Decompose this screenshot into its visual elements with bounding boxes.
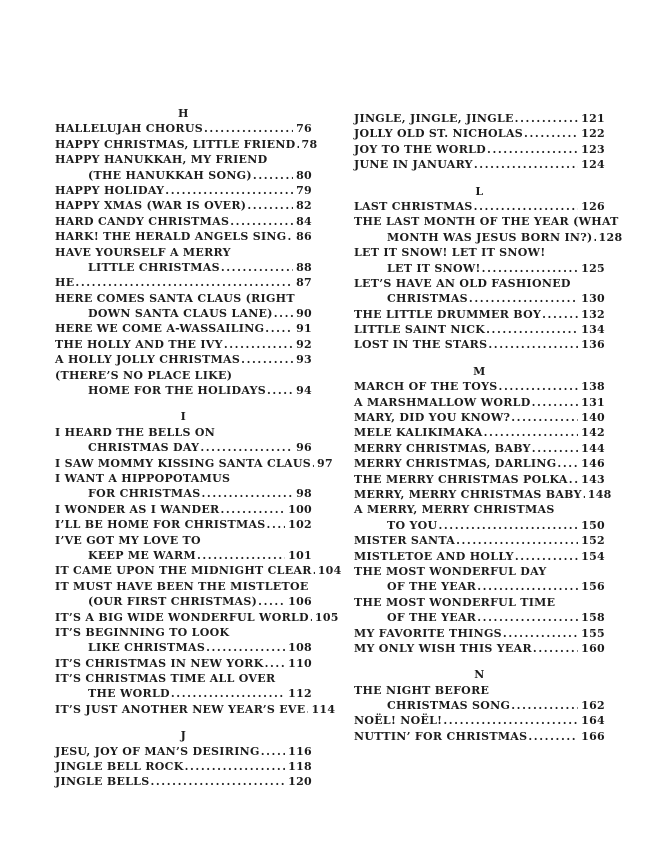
page-number: 126 xyxy=(581,199,605,213)
dot-leader xyxy=(503,626,578,641)
dot-leader xyxy=(310,610,312,625)
dot-leader xyxy=(515,111,578,126)
dot-leader xyxy=(594,230,596,245)
page-number: 166 xyxy=(581,729,605,743)
index-entry-row xyxy=(55,579,312,594)
dot-leader xyxy=(484,425,579,440)
index-entry-row xyxy=(354,441,605,456)
song-title: NUTTIN’ FOR CHRISTMAS xyxy=(354,729,528,743)
index-entry-row xyxy=(354,126,605,141)
song-title: JINGLE BELLS xyxy=(55,775,150,789)
index-entry-row xyxy=(55,471,312,486)
dot-leader xyxy=(150,774,285,789)
index-entry-row xyxy=(55,214,312,229)
song-title: MY ONLY WISH THIS YEAR xyxy=(354,641,532,655)
index-entry-row xyxy=(55,321,312,336)
dot-leader xyxy=(456,533,578,548)
song-title: THE HOLLY AND THE IVY xyxy=(55,337,223,351)
page-number: 144 xyxy=(581,441,605,455)
song-title: KEEP ME WARM xyxy=(88,548,196,562)
dot-leader xyxy=(171,686,285,701)
index-entry-row xyxy=(354,518,605,533)
song-title: THE MOST WONDERFUL DAY xyxy=(354,564,547,578)
dot-leader xyxy=(583,487,585,502)
index-entry-row xyxy=(354,142,605,157)
section-heading: M xyxy=(473,364,486,378)
dot-leader xyxy=(528,729,578,744)
song-title: FOR CHRISTMAS xyxy=(88,487,201,501)
song-title: (THE HANUKKAH SONG) xyxy=(88,168,252,182)
page-number: 160 xyxy=(581,641,605,655)
dot-leader xyxy=(230,214,293,229)
index-entry-row xyxy=(354,307,605,322)
index-entry-row xyxy=(354,199,605,214)
index-entry-row xyxy=(55,759,312,774)
song-title: I WONDER AS I WANDER xyxy=(55,502,220,516)
index-entry-row xyxy=(55,517,312,532)
dot-leader xyxy=(482,261,578,276)
song-title: NOËL! NOËL! xyxy=(354,714,443,728)
index-entry-row xyxy=(354,698,605,713)
page-number: 131 xyxy=(581,395,605,409)
index-entry-row xyxy=(55,594,312,609)
page-number: 164 xyxy=(581,714,605,728)
song-title: MARCH OF THE TOYS xyxy=(354,380,498,394)
page-number: 136 xyxy=(581,338,605,352)
song-title: I HEARD THE BELLS ON xyxy=(55,425,216,439)
dot-leader xyxy=(241,352,293,367)
song-title: MONTH WAS JESUS BORN IN?) xyxy=(387,230,593,244)
dot-leader xyxy=(557,456,578,471)
song-title: IT’S JUST ANOTHER NEW YEAR’S EVE xyxy=(55,702,306,716)
dot-leader xyxy=(477,610,578,625)
index-entry-row xyxy=(55,229,312,244)
index-entry-row xyxy=(55,548,312,563)
song-title: HOME FOR THE HOLIDAYS xyxy=(88,384,266,398)
index-entry-row xyxy=(55,656,312,671)
index-entry-row xyxy=(55,440,312,455)
dot-leader xyxy=(532,441,578,456)
song-title: CHRISTMAS SONG xyxy=(387,699,511,713)
index-content xyxy=(55,106,623,790)
song-title: LOST IN THE STARS xyxy=(354,338,488,352)
index-entry-row xyxy=(354,729,605,744)
dot-leader xyxy=(261,744,285,759)
page-number: 91 xyxy=(296,322,312,336)
dot-leader xyxy=(469,291,578,306)
song-title: LITTLE CHRISTMAS xyxy=(88,260,220,274)
index-entry-row xyxy=(55,260,312,275)
index-entry-row xyxy=(354,595,605,610)
page-number: 155 xyxy=(581,626,605,640)
index-entry-row xyxy=(354,456,605,471)
dot-leader xyxy=(533,641,578,656)
page-number: 78 xyxy=(301,137,318,151)
index-entry-row xyxy=(55,383,312,398)
page-number: 79 xyxy=(296,183,312,197)
index-entry-row xyxy=(354,641,605,656)
dot-leader xyxy=(313,563,315,578)
song-title: THE MERRY CHRISTMAS POLKA xyxy=(354,472,568,486)
song-title: (THERE’S NO PLACE LIKE) xyxy=(55,368,233,382)
section-heading: H xyxy=(178,107,189,120)
page-number: 88 xyxy=(296,260,312,274)
page-number: 143 xyxy=(581,472,605,486)
dot-leader xyxy=(515,549,578,564)
song-title: A HOLLY JOLLY CHRISTMAS xyxy=(55,353,241,367)
page-number: 108 xyxy=(288,641,312,655)
page-number: 104 xyxy=(317,564,342,578)
page-number: 120 xyxy=(288,775,312,789)
index-entry-row xyxy=(354,410,605,425)
dot-leader xyxy=(185,759,286,774)
section-heading: L xyxy=(475,184,484,198)
page-number: 142 xyxy=(581,426,605,440)
song-title: HERE WE COME A-WASSAILING xyxy=(55,322,265,336)
dot-leader xyxy=(197,548,285,563)
song-title: IT’S A BIG WIDE WONDERFUL WORLD xyxy=(55,610,309,624)
page-number: 152 xyxy=(581,534,605,548)
index-entry-row xyxy=(55,610,339,625)
page-number: 123 xyxy=(581,142,605,156)
index-entry-row xyxy=(354,610,605,625)
index-entry-row xyxy=(354,291,605,306)
song-title: THE WORLD xyxy=(88,687,170,701)
index-entry-row xyxy=(354,472,605,487)
index-entry-row xyxy=(55,486,312,501)
song-title: IT’S CHRISTMAS TIME ALL OVER xyxy=(55,672,276,686)
dot-leader xyxy=(542,307,578,322)
dot-leader xyxy=(474,157,578,172)
index-entry-row xyxy=(354,626,605,641)
song-title: JINGLE, JINGLE, JINGLE xyxy=(354,112,514,125)
song-title: JINGLE BELL ROCK xyxy=(55,760,184,774)
index-entry-row xyxy=(354,111,605,126)
page-number: 156 xyxy=(581,580,605,594)
section-heading: I xyxy=(180,410,187,424)
song-title: HAPPY XMAS (WAR IS OVER) xyxy=(55,199,247,213)
song-title: JUNE IN JANUARY xyxy=(354,158,473,172)
index-entry-row xyxy=(354,395,605,410)
index-entry-row xyxy=(55,137,318,152)
dot-leader xyxy=(306,702,308,717)
page-number: 116 xyxy=(288,744,312,758)
dot-leader xyxy=(220,502,285,517)
song-title: LET IT SNOW! LET IT SNOW! xyxy=(354,246,546,260)
index-entry-row xyxy=(55,337,312,352)
dot-leader xyxy=(499,379,579,394)
page-number: 92 xyxy=(296,337,312,351)
page-number: 118 xyxy=(288,760,312,774)
index-entry-row xyxy=(354,425,605,440)
song-title: THE NIGHT BEFORE xyxy=(354,683,490,697)
song-title: MELE KALIKIMAKA xyxy=(354,426,483,440)
index-entry-row xyxy=(354,214,619,229)
dot-leader xyxy=(524,126,578,141)
page-number: 102 xyxy=(288,518,312,532)
page-number: 128 xyxy=(598,230,623,244)
index-entry-row xyxy=(55,291,312,306)
page-number: 98 xyxy=(296,487,312,501)
song-title: HAPPY CHRISTMAS, LITTLE FRIEND xyxy=(55,137,296,151)
dot-leader xyxy=(204,121,293,136)
dot-leader xyxy=(253,168,293,183)
song-title: (OUR FIRST CHRISTMAS) xyxy=(88,595,258,609)
page-number: 122 xyxy=(581,127,605,141)
page-number: 106 xyxy=(288,595,312,609)
song-title: THE MOST WONDERFUL TIME xyxy=(354,595,556,609)
song-title: IT CAME UPON THE MIDNIGHT CLEAR xyxy=(55,564,312,578)
page-number: 110 xyxy=(288,656,312,670)
song-title: LET IT SNOW! xyxy=(387,261,481,275)
song-title: HERE COMES SANTA CLAUS (RIGHT xyxy=(55,291,295,305)
dot-leader xyxy=(258,594,285,609)
dot-leader xyxy=(287,229,293,244)
index-entry-row xyxy=(354,337,605,352)
song-title: MERRY CHRISTMAS, DARLING xyxy=(354,457,557,471)
page-number: 90 xyxy=(296,307,312,321)
page-number: 130 xyxy=(581,292,605,306)
page-number: 76 xyxy=(296,122,312,136)
song-title: MERRY CHRISTMAS, BABY xyxy=(354,441,531,455)
song-title: MARY, DID YOU KNOW? xyxy=(354,411,511,425)
dot-leader xyxy=(274,306,293,321)
index-entry-row xyxy=(354,487,612,502)
song-title: IT’S BEGINNING TO LOOK xyxy=(55,625,230,639)
song-title: CHRISTMAS DAY xyxy=(88,441,200,455)
dot-leader xyxy=(206,640,285,655)
index-entry-row xyxy=(55,702,336,717)
dot-leader xyxy=(224,337,293,352)
page-number: 82 xyxy=(296,199,312,213)
song-title: LAST CHRISTMAS xyxy=(354,199,473,213)
page-number: 105 xyxy=(314,610,339,624)
index-entry-row xyxy=(55,640,312,655)
dot-leader xyxy=(438,518,578,533)
index-entry-row xyxy=(55,744,312,759)
dot-leader xyxy=(532,395,579,410)
song-title: IT MUST HAVE BEEN THE MISTLETOE xyxy=(55,579,309,593)
dot-leader xyxy=(477,579,578,594)
dot-leader xyxy=(221,260,293,275)
page-number: 154 xyxy=(581,549,605,563)
index-entry-row xyxy=(354,230,623,245)
song-title: HAVE YOURSELF A MERRY xyxy=(55,245,231,259)
dot-leader xyxy=(247,198,293,213)
page-number: 138 xyxy=(581,380,605,394)
dot-leader xyxy=(165,183,293,198)
song-title: CHRISTMAS xyxy=(387,292,468,306)
index-entry-row xyxy=(354,579,605,594)
page-number: 134 xyxy=(581,323,605,337)
index-entry-row xyxy=(354,549,605,564)
dot-leader xyxy=(443,713,578,728)
page-number: 101 xyxy=(288,548,312,562)
index-entry-row xyxy=(55,533,312,548)
page-number: 121 xyxy=(581,112,605,125)
page-number: 100 xyxy=(288,502,312,516)
song-title: MY FAVORITE THINGS xyxy=(354,626,502,640)
page-number: 84 xyxy=(296,214,312,228)
page-number: 150 xyxy=(581,518,605,532)
song-title: A MARSHMALLOW WORLD xyxy=(354,395,531,409)
song-title: LITTLE SAINT NICK xyxy=(354,323,486,337)
index-entry-row xyxy=(354,322,605,337)
index-entry-row xyxy=(55,774,312,789)
song-title: MISTLETOE AND HOLLY xyxy=(354,549,514,563)
song-title: LIKE CHRISTMAS xyxy=(88,641,206,655)
page-number: 93 xyxy=(296,353,312,367)
song-title: HARD CANDY CHRISTMAS xyxy=(55,214,230,228)
dot-leader xyxy=(200,440,293,455)
page-number: 146 xyxy=(581,457,605,471)
dot-leader xyxy=(75,275,293,290)
index-entry-row xyxy=(55,245,312,260)
section-heading: J xyxy=(180,729,187,743)
index-entry-row xyxy=(354,276,605,291)
page-number: 132 xyxy=(581,307,605,321)
dot-leader xyxy=(312,456,314,471)
song-title: JOLLY OLD ST. NICHOLAS xyxy=(354,127,524,141)
song-title: OF THE YEAR xyxy=(387,611,477,625)
song-title: I’LL BE HOME FOR CHRISTMAS xyxy=(55,518,266,532)
index-entry-row xyxy=(354,502,605,517)
song-title: DOWN SANTA CLAUS LANE) xyxy=(88,307,273,321)
song-title: JOY TO THE WORLD xyxy=(354,142,487,156)
index-entry-row xyxy=(55,425,312,440)
dot-leader xyxy=(488,337,578,352)
page-number: 86 xyxy=(296,230,312,244)
page-number: 97 xyxy=(317,456,333,470)
index-entry-row xyxy=(354,379,605,394)
dot-leader xyxy=(267,383,293,398)
index-entry-row xyxy=(55,502,312,517)
index-entry-row xyxy=(55,183,312,198)
dot-leader xyxy=(487,142,578,157)
index-entry-row xyxy=(55,352,312,367)
index-entry-row xyxy=(55,625,312,640)
section-heading: N xyxy=(474,668,485,682)
page-number: 94 xyxy=(296,384,312,398)
page-number: 96 xyxy=(296,441,312,455)
dot-leader xyxy=(486,322,578,337)
song-title: A MERRY, MERRY CHRISTMAS xyxy=(354,503,555,517)
song-title: MISTER SANTA xyxy=(354,534,456,548)
page-number: 124 xyxy=(581,158,605,172)
index-entry-row xyxy=(354,157,605,172)
dot-leader xyxy=(511,698,578,713)
song-title: I SAW MOMMY KISSING SANTA CLAUS xyxy=(55,456,311,470)
dot-leader xyxy=(265,656,286,671)
page-number: 80 xyxy=(296,168,312,182)
song-title: HAPPY HANUKKAH, MY FRIEND xyxy=(55,153,268,167)
index-entry-row xyxy=(354,564,605,579)
dot-leader xyxy=(265,321,293,336)
index-entry-row xyxy=(55,275,312,290)
page-number: 162 xyxy=(581,699,605,713)
index-column-left xyxy=(55,106,342,790)
song-title: HARK! THE HERALD ANGELS SING xyxy=(55,230,287,244)
index-entry-row xyxy=(55,152,312,167)
song-title: OF THE YEAR xyxy=(387,580,477,594)
song-title: THE LITTLE DRUMMER BOY xyxy=(354,307,542,321)
song-title: MERRY, MERRY CHRISTMAS BABY xyxy=(354,487,582,501)
index-entry-row xyxy=(55,686,312,701)
page-number: 125 xyxy=(581,261,605,275)
dot-leader xyxy=(474,199,578,214)
song-title: LET’S HAVE AN OLD FASHIONED xyxy=(354,276,571,290)
song-title: JESU, JOY OF MAN’S DESIRING xyxy=(55,744,260,758)
index-entry-row xyxy=(354,245,605,260)
index-entry-row xyxy=(55,306,312,321)
index-entry-row xyxy=(55,563,342,578)
index-entry-row xyxy=(55,671,312,686)
page-number: 140 xyxy=(581,411,605,425)
index-entry-row xyxy=(354,533,605,548)
dot-leader xyxy=(511,410,578,425)
dot-leader xyxy=(569,472,578,487)
dot-leader xyxy=(267,517,286,532)
song-title: TO YOU xyxy=(387,518,438,532)
index-entry-row xyxy=(55,198,312,213)
index-entry-row xyxy=(55,456,333,471)
dot-leader xyxy=(297,137,299,152)
song-title: IT’S CHRISTMAS IN NEW YORK xyxy=(55,656,264,670)
song-title: HAPPY HOLIDAY xyxy=(55,183,165,197)
page-number: 158 xyxy=(581,611,605,625)
page-number: 112 xyxy=(288,687,312,701)
page-number: 87 xyxy=(296,276,312,290)
song-title: I’VE GOT MY LOVE TO xyxy=(55,533,201,547)
song-title: I WANT A HIPPOPOTAMUS xyxy=(55,471,231,485)
song-title: HALLELUJAH CHORUS xyxy=(55,122,203,136)
index-entry-row xyxy=(55,121,312,136)
page-number: 114 xyxy=(311,702,336,716)
index-entry-row xyxy=(55,368,312,383)
page-number: 148 xyxy=(587,487,612,501)
dot-leader xyxy=(201,486,293,501)
index-entry-row xyxy=(354,261,605,276)
index-entry-row xyxy=(354,683,605,698)
index-entry-row xyxy=(55,168,312,183)
index-entry-row xyxy=(354,713,605,728)
song-title: HE xyxy=(55,276,75,290)
song-title: THE LAST MONTH OF THE YEAR (WHAT xyxy=(354,215,619,229)
index-column-right xyxy=(354,106,623,790)
